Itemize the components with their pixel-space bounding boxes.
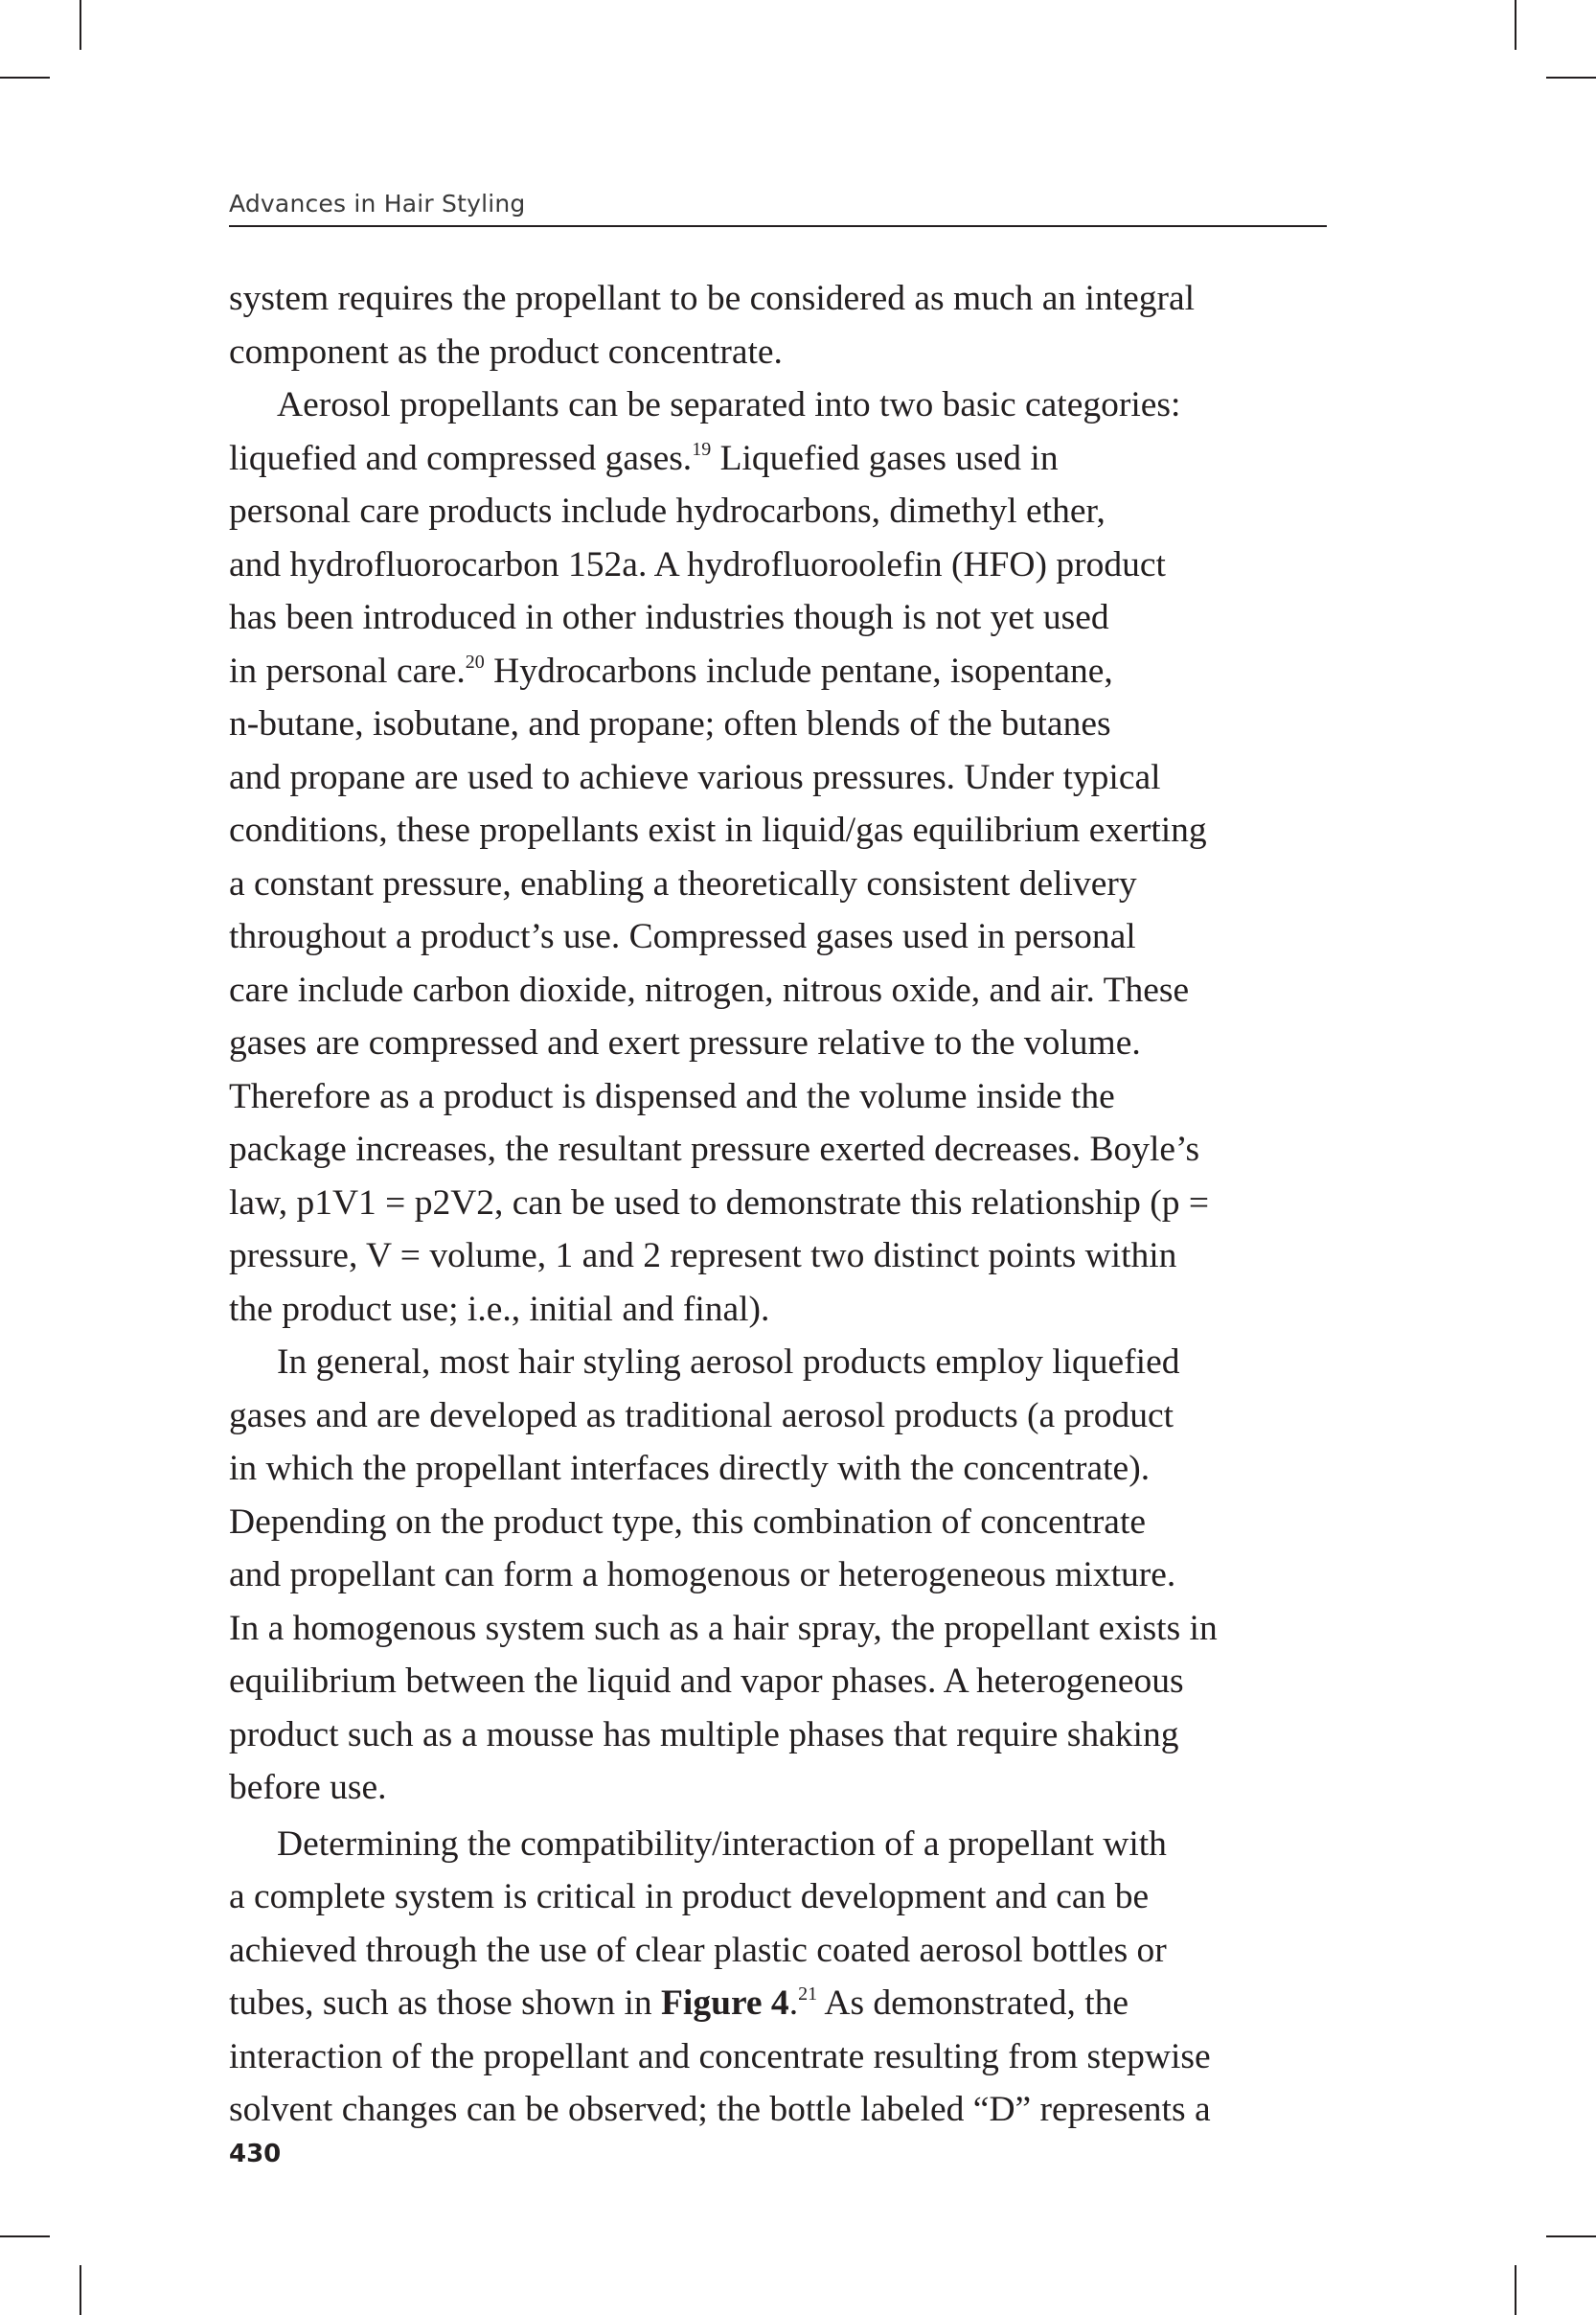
text-line: before use.: [229, 1768, 387, 1807]
text-line: Therefore as a product is dispensed and the volume inside the: [229, 1076, 1115, 1116]
crop-mark-bottom-right: [1515, 2265, 1516, 2315]
text-line: throughout a product’s use. Compressed gases used in personal: [229, 917, 1136, 956]
text-line: care include carbon dioxide, nitrogen, nitrous oxide, and air. These: [229, 970, 1190, 1010]
crop-mark-bottom-left: [80, 2265, 81, 2315]
text-line: achieved through the use of clear plastic coated aerosol bottles or: [229, 1930, 1167, 1970]
body-text: [229, 272, 1327, 2137]
text-line: package increases, the resultant pressure exerted decreases. Boyle’s: [229, 1130, 1200, 1169]
running-header: Advances in Hair Styling: [229, 190, 526, 218]
text-line: conditions, these propellants exist in liquid/gas equilibrium exerting: [229, 811, 1207, 850]
text-line: personal care products include hydrocarbons, dimethyl ether,: [229, 492, 1106, 531]
text-line: law, p1V1 = p2V2, can be used to demonstrate this relationship (p =: [229, 1182, 1209, 1223]
crop-mark-top-left-h: [0, 77, 50, 79]
figure-reference: Figure 4: [661, 1983, 789, 2023]
text-line: solvent changes can be observed; the bottle labeled “D” represents a: [229, 2090, 1211, 2129]
crop-mark-bottom-left-h: [0, 2235, 50, 2237]
text-line: n-butane, isobutane, and propane; often blends of the butanes: [229, 704, 1111, 744]
footnote-ref-21: 21: [798, 1983, 818, 2005]
text-line: product such as a mousse has multiple phases that require shaking: [229, 1714, 1179, 1754]
text-line: and propane are used to achieve various pressures. Under typical: [229, 757, 1161, 797]
footnote-ref-19: 19: [692, 438, 712, 460]
text-line: a constant pressure, enabling a theoretically consistent delivery: [229, 863, 1137, 904]
text-line: a complete system is critical in product development and can be: [229, 1877, 1150, 1916]
text-line: liquefied and compressed gases.$^{19}$ Liquefied gases used in: [229, 438, 1059, 478]
text-line: has been introduced in other industries though is not yet used: [229, 598, 1109, 637]
text-line: and hydrofluorocarbon 152a. A hydrofluoroolefin (HFO) product: [229, 544, 1166, 584]
text-line: gases and are developed as traditional aerosol products (a product: [229, 1395, 1174, 1435]
text-line: tubes, such as those shown in Figure 4.21 As demonstrated, the: [229, 1983, 1129, 2023]
text-line: system requires the propellant to be considered as much an integral: [229, 279, 1196, 318]
text-line: Depending on the product type, this combination of concentrate: [229, 1501, 1147, 1542]
page-number: 430: [229, 2140, 282, 2168]
text-line: and propellant can form a homogenous or heterogeneous mixture.: [229, 1555, 1176, 1594]
crop-mark-top-right: [1515, 0, 1516, 50]
text-line: in personal care.$^{20}$ Hydrocarbons include pentane, isopentane,: [229, 651, 1113, 691]
text-line: the product use; i.e., initial and final).: [229, 1289, 770, 1329]
crop-mark-bottom-right-h: [1546, 2235, 1596, 2237]
text-line: component as the product concentrate.: [229, 332, 783, 372]
paragraph-start-line: Aerosol propellants can be separated into two basic categories:: [277, 385, 1181, 424]
text-line: In a homogenous system such as a hair spray, the propellant exists in: [229, 1608, 1218, 1648]
paragraph-start-line: In general, most hair styling aerosol products employ liquefied: [277, 1342, 1180, 1382]
crop-mark-top-right-h: [1546, 77, 1596, 79]
text-line: in which the propellant interfaces directly with the concentrate).: [229, 1449, 1151, 1488]
footnote-ref-20: 20: [465, 651, 485, 673]
text-line: interaction of the propellant and concentrate resulting from stepwise: [229, 2036, 1211, 2076]
text-line: equilibrium between the liquid and vapor phases. A heterogeneous: [229, 1662, 1184, 1701]
header-rule: [229, 225, 1327, 227]
crop-mark-top-left: [80, 0, 81, 50]
text-line: gases are compressed and exert pressure relative to the volume.: [229, 1023, 1141, 1063]
paragraph-start-line: Determining the compatibility/interaction of a propellant with: [277, 1823, 1167, 1864]
text-line: pressure, V = volume, 1 and 2 represent two distinct points within: [229, 1236, 1177, 1275]
